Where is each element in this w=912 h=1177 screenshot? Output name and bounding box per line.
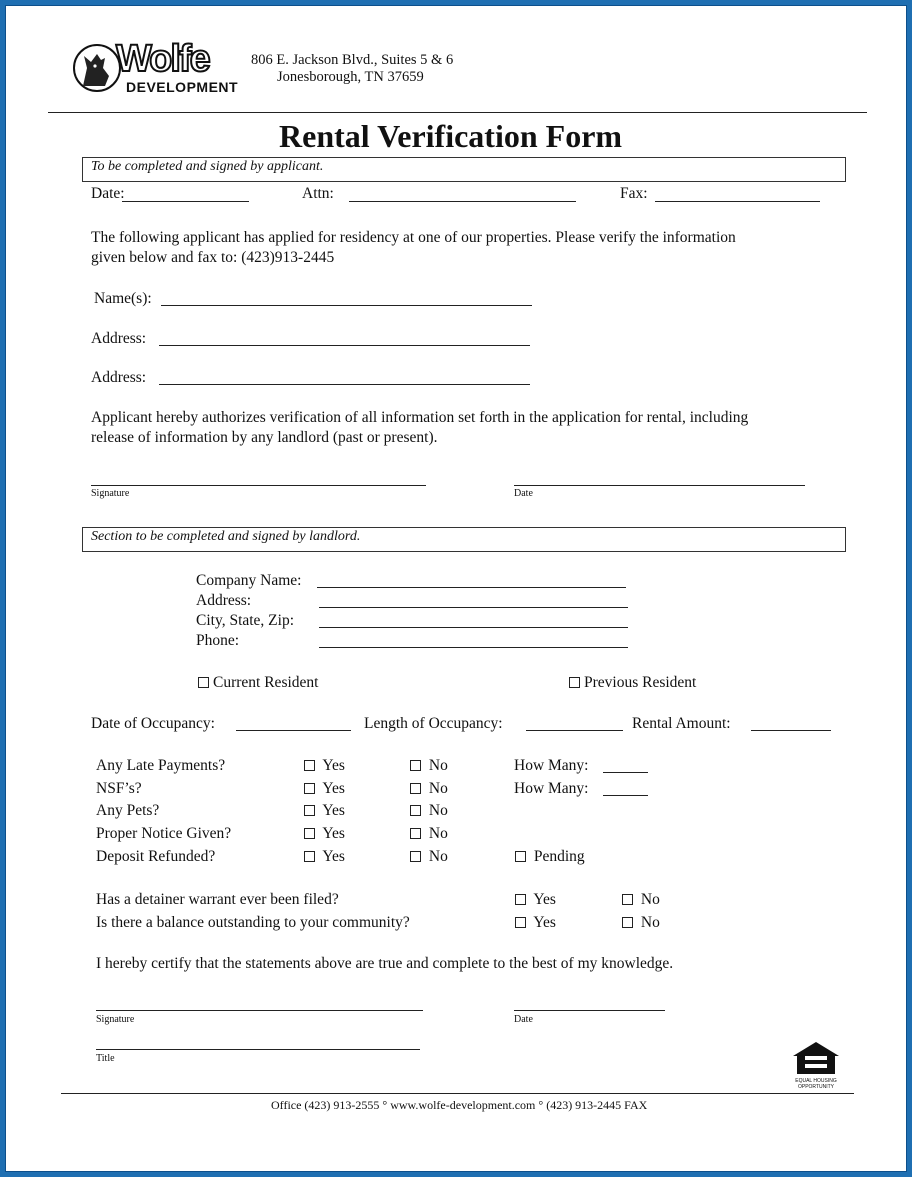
header-divider [48,112,867,113]
checkbox[interactable] [410,760,421,771]
deposit-refunded-no[interactable]: No [410,848,448,866]
proper-notice-no[interactable]: No [410,825,448,843]
company-address-line1: 806 E. Jackson Blvd., Suites 5 & 6 [251,52,454,68]
certification-text: I hereby certify that the statements above are true and complete to the best of my knowledge. [96,955,674,972]
proper-notice-label: Proper Notice Given? [96,825,232,842]
authorization-text-line2: release of information by any landlord (past or present). [91,429,438,446]
checkbox[interactable] [304,828,315,839]
applicant-signature-field[interactable] [91,485,426,486]
landlord-section-header: Section to be completed and signed by landlord. [82,527,846,552]
landlord-title-field[interactable] [96,1049,420,1050]
landlord-address-label: Address: [196,592,252,609]
balance-yes[interactable]: Yes [515,914,556,932]
fax-label: Fax: [620,185,648,202]
balance-question: Is there a balance outstanding to your community? [96,914,410,931]
names-label: Name(s): [94,290,152,307]
detainer-question: Has a detainer warrant ever been filed? [96,891,339,908]
company-address-line2: Jonesborough, TN 37659 [277,69,424,85]
detainer-yes[interactable]: Yes [515,891,556,909]
late-payments-yes[interactable]: Yes [304,757,345,775]
fax-field[interactable] [655,201,820,202]
checkbox[interactable] [515,851,526,862]
applicant-date-caption: Date [514,488,533,499]
footer-contact: Office (423) 913-2555 ° www.wolfe-development.com ° (423) 913-2445 FAX [271,1098,648,1112]
date-label: Date: [91,185,125,202]
nsf-yes[interactable]: Yes [304,780,345,798]
authorization-text-line1: Applicant hereby authorizes verification of all information set forth in the application for rental, including [91,409,749,426]
intro-text-line1: The following applicant has applied for residency at one of our properties. Please verify the information [91,229,736,246]
names-field[interactable] [161,305,532,306]
checkbox[interactable] [304,851,315,862]
pets-no[interactable]: No [410,802,448,820]
company-name-field[interactable] [317,587,626,588]
address-label-2: Address: [91,369,147,386]
equal-housing-caption: EQUAL HOUSING OPPORTUNITY [795,1078,837,1090]
attn-field[interactable] [349,201,576,202]
city-state-zip-label: City, State, Zip: [196,612,295,629]
applicant-section-header: To be completed and signed by applicant. [82,157,846,182]
checkbox[interactable] [410,851,421,862]
checkbox[interactable] [515,917,526,928]
nsf-how-many-field[interactable] [603,795,648,796]
checkbox[interactable] [304,783,315,794]
footer-divider [61,1093,854,1094]
current-resident-checkbox[interactable] [198,677,209,688]
rental-amount-field[interactable] [751,730,831,731]
checkbox[interactable] [515,894,526,905]
nsf-label: NSF’s? [96,780,142,797]
balance-no[interactable]: No [622,914,660,932]
checkbox[interactable] [410,805,421,816]
checkbox[interactable] [622,917,633,928]
deposit-refunded-yes[interactable]: Yes [304,848,345,866]
address-field-2[interactable] [159,384,530,385]
previous-resident-checkbox[interactable] [569,677,580,688]
late-payments-how-many-field[interactable] [603,772,648,773]
phone-label: Phone: [196,632,240,649]
intro-text-line2: given below and fax to: (423)913-2445 [91,249,335,266]
date-of-occupancy-field[interactable] [236,730,351,731]
detainer-no[interactable]: No [622,891,660,909]
phone-field[interactable] [319,647,628,648]
date-of-occupancy-label: Date of Occupancy: [91,715,215,732]
late-payments-no[interactable]: No [410,757,448,775]
nsf-no[interactable]: No [410,780,448,798]
late-payments-how-many-label: How Many: [514,757,589,774]
deposit-refunded-label: Deposit Refunded? [96,848,216,865]
proper-notice-yes[interactable]: Yes [304,825,345,843]
date-field[interactable] [122,201,249,202]
length-of-occupancy-label: Length of Occupancy: [364,715,503,732]
address-field-1[interactable] [159,345,530,346]
landlord-signature-caption: Signature [96,1014,135,1025]
length-of-occupancy-field[interactable] [526,730,623,731]
deposit-refunded-pending[interactable]: Pending [515,848,585,866]
form-page [5,5,907,1172]
checkbox[interactable] [304,760,315,771]
landlord-date-caption: Date [514,1014,533,1025]
previous-resident-option[interactable]: Previous Resident [569,674,696,692]
logo-wordmark: Wolfe [116,38,209,80]
applicant-date-field[interactable] [514,485,805,486]
landlord-title-caption: Title [96,1053,115,1064]
landlord-signature-field[interactable] [96,1010,423,1011]
pets-yes[interactable]: Yes [304,802,345,820]
wolf-logo-icon [73,44,121,92]
pets-label: Any Pets? [96,802,160,819]
equal-housing-icon [790,1040,842,1081]
landlord-address-field[interactable] [319,607,628,608]
current-resident-option[interactable]: Current Resident [198,674,318,692]
rental-amount-label: Rental Amount: [632,715,731,732]
page-title: Rental Verification Form [279,118,623,154]
attn-label: Attn: [302,185,334,202]
checkbox[interactable] [410,828,421,839]
applicant-signature-caption: Signature [91,488,130,499]
checkbox[interactable] [410,783,421,794]
city-state-zip-field[interactable] [319,627,628,628]
nsf-how-many-label: How Many: [514,780,589,797]
logo-subtitle: DEVELOPMENT [126,79,239,95]
checkbox[interactable] [622,894,633,905]
late-payments-label: Any Late Payments? [96,757,226,774]
address-label-1: Address: [91,330,147,347]
company-name-label: Company Name: [196,572,302,589]
landlord-date-field[interactable] [514,1010,665,1011]
checkbox[interactable] [304,805,315,816]
